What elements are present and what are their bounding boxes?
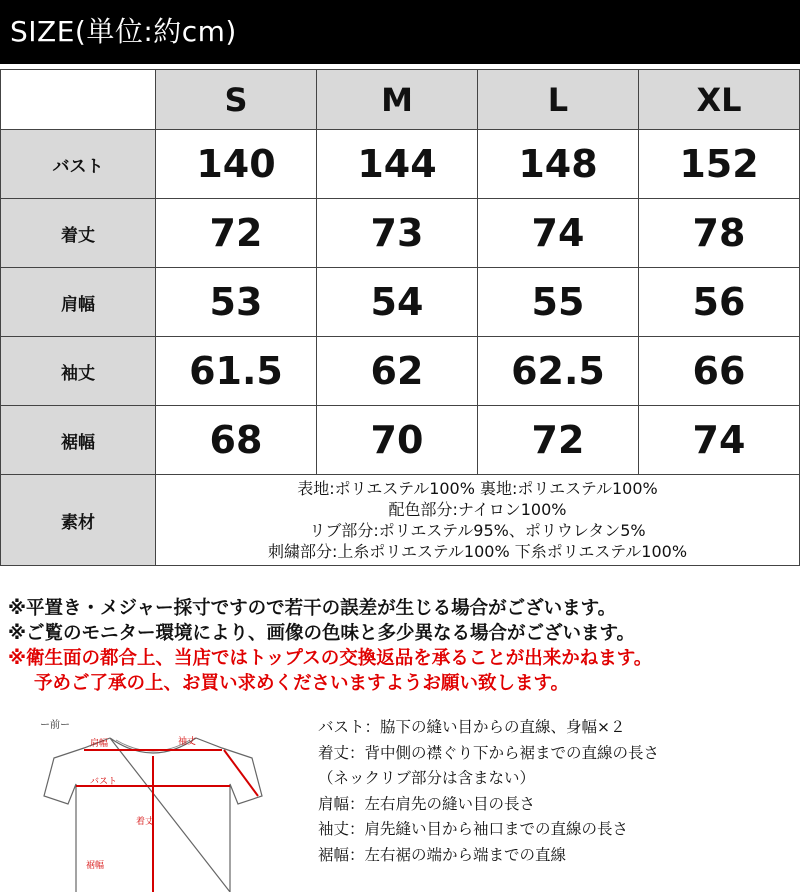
table-cell: 66	[639, 337, 800, 406]
table-cell: 70	[317, 406, 478, 475]
definition-sleeve: 袖丈：肩先縫い目から袖口までの直線の長さ	[318, 820, 629, 838]
size-header-xl: XL	[639, 70, 800, 130]
note-measurement: ※平置き・メジャー採寸ですので若干の誤差が生じる場合がございます。	[8, 598, 617, 619]
row-label-length: 着丈	[1, 199, 156, 268]
table-cell: 74	[639, 406, 800, 475]
table-cell: 53	[156, 268, 317, 337]
definition-length-note: （ネックリブ部分は含まない）	[318, 769, 536, 787]
measurement-definitions	[318, 715, 798, 868]
definition-shoulder: 肩幅：左右肩先の縫い目の長さ	[318, 794, 536, 813]
table-cell: 73	[317, 199, 478, 268]
table-cell: 61.5	[156, 337, 317, 406]
table-cell: 140	[156, 130, 317, 199]
diagram-hem-label: 裾幅	[86, 861, 105, 871]
row-label-shoulder: 肩幅	[1, 268, 156, 337]
material-line: 表地:ポリエステル100% 裏地:ポリエステル100%	[297, 479, 658, 498]
material-cell	[156, 475, 800, 566]
table-cell: 78	[639, 199, 800, 268]
material-line: 配色部分:ナイロン100%	[388, 500, 567, 519]
row-label-material: 素材	[1, 475, 156, 566]
diagram-bust-label: バスト	[90, 777, 118, 787]
size-table	[0, 69, 800, 566]
table-cell: 62	[317, 337, 478, 406]
definition-length: 着丈：背中側の襟ぐり下から裾までの直線の長さ	[318, 743, 660, 762]
table-row	[1, 130, 800, 199]
size-header-l: L	[478, 70, 639, 130]
warning-returns: ※衛生面の都合上、当店ではトップスの交換返品を承ることが出来かねます。	[8, 648, 653, 669]
diagram-shoulder-label: 肩幅	[90, 739, 109, 749]
table-row	[1, 199, 800, 268]
table-cell: 144	[317, 130, 478, 199]
size-header-s: S	[156, 70, 317, 130]
note-monitor: ※ご覧のモニター環境により、画像の色味と多少異なる場合がございます。	[8, 623, 636, 644]
table-row	[1, 337, 800, 406]
diagram-front-label: ー前ー	[40, 720, 70, 731]
material-line: 刺繍部分:上糸ポリエステル100% 下糸ポリエステル100%	[267, 542, 688, 561]
table-cell: 72	[156, 199, 317, 268]
table-cell: 148	[478, 130, 639, 199]
table-cell: 62.5	[478, 337, 639, 406]
warning-consent: 予めご了承の上、お買い求めくださいますようお願い致します。	[34, 673, 570, 694]
page-title: SIZE(単位:約cm)	[0, 0, 800, 64]
corner-cell	[1, 70, 156, 130]
definition-hem: 裾幅：左右裾の端から端までの直線	[318, 845, 567, 864]
diagram-sleeve-label: 袖丈	[178, 737, 197, 747]
row-label-sleeve: 袖丈	[1, 337, 156, 406]
table-cell: 55	[478, 268, 639, 337]
material-row	[1, 475, 800, 566]
table-cell: 54	[317, 268, 478, 337]
table-row	[1, 406, 800, 475]
table-cell: 72	[478, 406, 639, 475]
table-cell: 56	[639, 268, 800, 337]
size-header-m: M	[317, 70, 478, 130]
diagram-length-label: 着丈	[136, 817, 155, 827]
table-cell: 152	[639, 130, 800, 199]
sleeve-measure-line	[224, 750, 258, 796]
table-cell: 74	[478, 199, 639, 268]
table-cell: 68	[156, 406, 317, 475]
row-label-bust: バスト	[1, 130, 156, 199]
notes-block	[8, 596, 798, 696]
row-label-hem: 裾幅	[1, 406, 156, 475]
table-row	[1, 268, 800, 337]
size-header-row	[1, 70, 800, 130]
definition-bust: バスト：脇下の縫い目からの直線、身幅×２	[318, 718, 626, 736]
material-line: リブ部分:ポリエステル95%、ポリウレタン5%	[309, 521, 646, 540]
garment-diagram	[40, 718, 300, 892]
